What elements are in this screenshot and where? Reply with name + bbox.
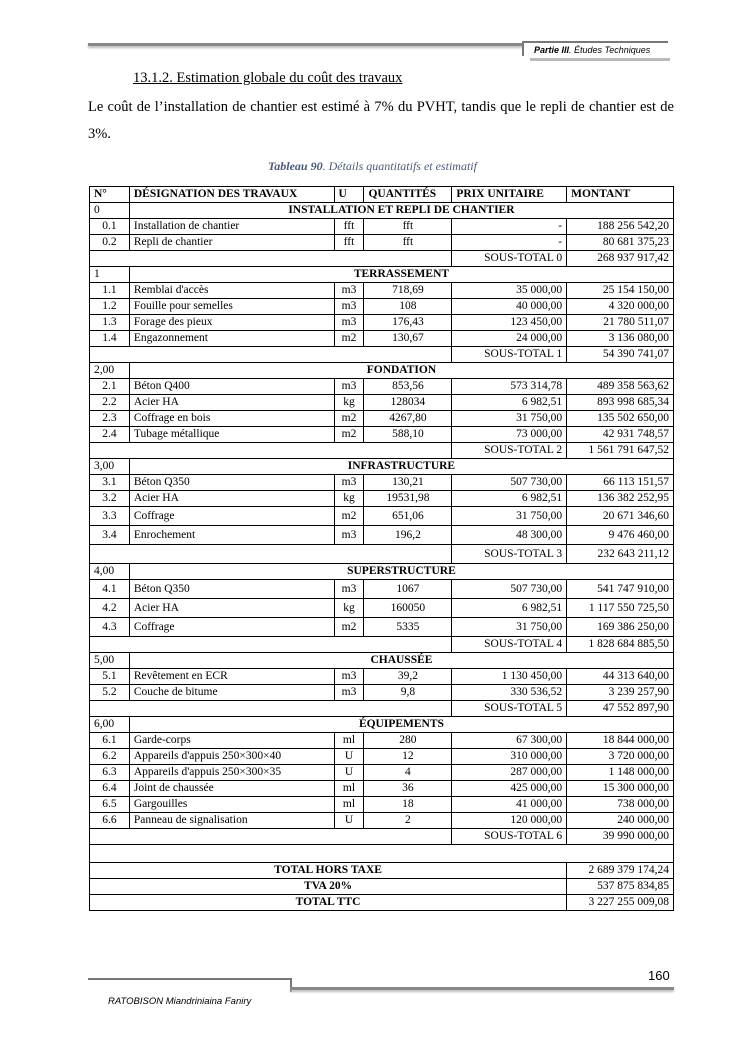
subtotal-spacer — [90, 443, 452, 459]
item-quantity: 12 — [364, 749, 452, 765]
item-number: 6.4 — [90, 781, 130, 797]
item-designation: Appareils d'appuis 250×300×40 — [129, 749, 334, 765]
total-label: TOTAL HORS TAXE — [90, 863, 567, 879]
total-value: 537 875 834,85 — [567, 879, 674, 895]
header-title: . Études Techniques — [569, 45, 651, 55]
item-unit: fft — [334, 219, 364, 235]
group-title: FONDATION — [129, 363, 673, 379]
subtotal-spacer — [90, 829, 452, 845]
item-amount: 25 154 150,00 — [567, 283, 674, 299]
item-designation: Panneau de signalisation — [129, 813, 334, 829]
item-unit-price: 48 300,00 — [452, 526, 567, 545]
item-unit: m2 — [334, 331, 364, 347]
item-designation: Coffrage — [129, 507, 334, 526]
item-amount: 3 239 257,90 — [567, 685, 674, 701]
item-unit: m2 — [334, 507, 364, 526]
item-number: 5.1 — [90, 669, 130, 685]
subtotal-label: SOUS-TOTAL 4 — [452, 637, 567, 653]
table-row — [90, 283, 674, 299]
item-number: 6.5 — [90, 797, 130, 813]
col-header-quantity: QUANTITÉS — [364, 187, 452, 203]
table-caption — [0, 159, 745, 174]
group-title: INFRASTRUCTURE — [129, 459, 673, 475]
subtotal-label: SOUS-TOTAL 3 — [452, 545, 567, 564]
intro-paragraph: Le coût de l’installation de chantier est estimé à 7% du PVHT, tandis que le repli de chantier est de 3%. — [88, 99, 674, 142]
footer-author: RATOBISON Miandriniaina Faniry — [108, 996, 252, 1007]
group-header-row — [90, 459, 674, 475]
item-quantity: 1067 — [364, 580, 452, 599]
blank-row — [90, 845, 674, 863]
item-unit: m3 — [334, 315, 364, 331]
item-unit: ml — [334, 733, 364, 749]
item-quantity: fft — [364, 219, 452, 235]
item-number: 6.6 — [90, 813, 130, 829]
item-unit: fft — [334, 235, 364, 251]
group-header-row — [90, 653, 674, 669]
table-row — [90, 781, 674, 797]
table-row — [90, 331, 674, 347]
total-row — [90, 879, 674, 895]
item-quantity: 196,2 — [364, 526, 452, 545]
subtotal-value: 268 937 917,42 — [567, 251, 674, 267]
item-unit-price: 41 000,00 — [452, 797, 567, 813]
header-rule — [88, 43, 523, 46]
item-unit: m3 — [334, 526, 364, 545]
page-number: 160 — [648, 968, 670, 983]
item-quantity: 2 — [364, 813, 452, 829]
item-amount: 188 256 542,20 — [567, 219, 674, 235]
item-quantity: 718,69 — [364, 283, 452, 299]
group-header-row — [90, 203, 674, 219]
col-header-designation: DÉSIGNATION DES TRAVAUX — [129, 187, 334, 203]
item-amount: 15 300 000,00 — [567, 781, 674, 797]
item-designation: Acier HA — [129, 491, 334, 507]
subtotal-row — [90, 251, 674, 267]
table-row — [90, 507, 674, 526]
item-amount: 169 386 250,00 — [567, 618, 674, 637]
group-number: 4,00 — [90, 564, 130, 580]
item-designation: Béton Q400 — [129, 379, 334, 395]
item-designation: Tubage métallique — [129, 427, 334, 443]
item-unit: m3 — [334, 379, 364, 395]
table-row — [90, 669, 674, 685]
table-row — [90, 395, 674, 411]
item-amount: 1 117 550 725,50 — [567, 599, 674, 618]
group-title: ÉQUIPEMENTS — [129, 717, 673, 733]
item-unit-price: 507 730,00 — [452, 580, 567, 599]
item-amount: 9 476 460,00 — [567, 526, 674, 545]
item-amount: 3 720 000,00 — [567, 749, 674, 765]
subtotal-label: SOUS-TOTAL 1 — [452, 347, 567, 363]
item-quantity: 108 — [364, 299, 452, 315]
item-unit-price: 67 300,00 — [452, 733, 567, 749]
subtotal-spacer — [90, 637, 452, 653]
item-amount: 135 502 650,00 — [567, 411, 674, 427]
item-designation: Garde-corps — [129, 733, 334, 749]
total-label: TVA 20% — [90, 879, 567, 895]
item-designation: Joint de chaussée — [129, 781, 334, 797]
item-quantity: 19531,98 — [364, 491, 452, 507]
group-header-row — [90, 564, 674, 580]
col-header-amount: MONTANT — [567, 187, 674, 203]
item-number: 2.2 — [90, 395, 130, 411]
item-quantity: 280 — [364, 733, 452, 749]
table-row — [90, 491, 674, 507]
item-unit-price: 310 000,00 — [452, 749, 567, 765]
subtotal-label: SOUS-TOTAL 5 — [452, 701, 567, 717]
item-unit: U — [334, 765, 364, 781]
item-unit: kg — [334, 395, 364, 411]
table-row — [90, 599, 674, 618]
subtotal-value: 47 552 897,90 — [567, 701, 674, 717]
item-unit: ml — [334, 797, 364, 813]
item-designation: Revêtement en ECR — [129, 669, 334, 685]
item-quantity: 39,2 — [364, 669, 452, 685]
item-quantity: 36 — [364, 781, 452, 797]
item-designation: Fouille pour semelles — [129, 299, 334, 315]
footer-frame — [88, 978, 292, 992]
item-amount: 738 000,00 — [567, 797, 674, 813]
table-row — [90, 733, 674, 749]
item-unit-price: 123 450,00 — [452, 315, 567, 331]
item-quantity: 128034 — [364, 395, 452, 411]
item-quantity: 588,10 — [364, 427, 452, 443]
item-unit: U — [334, 813, 364, 829]
table-row — [90, 813, 674, 829]
item-unit: m3 — [334, 669, 364, 685]
item-quantity: fft — [364, 235, 452, 251]
item-unit-price: 330 536,52 — [452, 685, 567, 701]
item-quantity: 160050 — [364, 599, 452, 618]
table-row — [90, 475, 674, 491]
item-unit: kg — [334, 599, 364, 618]
subtotal-label: SOUS-TOTAL 6 — [452, 829, 567, 845]
item-quantity: 176,43 — [364, 315, 452, 331]
item-unit-price: 40 000,00 — [452, 299, 567, 315]
table-row — [90, 618, 674, 637]
item-number: 2.4 — [90, 427, 130, 443]
subtotal-row — [90, 545, 674, 564]
item-quantity: 18 — [364, 797, 452, 813]
item-unit-price: - — [452, 235, 567, 251]
table-row — [90, 749, 674, 765]
item-designation: Béton Q350 — [129, 580, 334, 599]
col-header-unit-price: PRIX UNITAIRE — [452, 187, 567, 203]
item-amount: 489 358 563,62 — [567, 379, 674, 395]
item-number: 1.2 — [90, 299, 130, 315]
item-quantity: 4 — [364, 765, 452, 781]
group-number: 1 — [90, 267, 130, 283]
item-number: 1.4 — [90, 331, 130, 347]
item-amount: 18 844 000,00 — [567, 733, 674, 749]
group-number: 0 — [90, 203, 130, 219]
item-quantity: 4267,80 — [364, 411, 452, 427]
item-designation: Acier HA — [129, 599, 334, 618]
subtotal-value: 54 390 741,07 — [567, 347, 674, 363]
group-title: TERRASSEMENT — [129, 267, 673, 283]
item-designation: Couche de bitume — [129, 685, 334, 701]
section-title: 13.1.2. Estimation globale du coût des travaux — [133, 70, 403, 86]
item-number: 3.4 — [90, 526, 130, 545]
item-quantity: 5335 — [364, 618, 452, 637]
estimate-table — [89, 186, 674, 911]
item-unit-price: 35 000,00 — [452, 283, 567, 299]
subtotal-spacer — [90, 347, 452, 363]
item-designation: Forage des pieux — [129, 315, 334, 331]
caption-text: . Détails quantitatifs et estimatif — [322, 159, 477, 173]
total-row — [90, 895, 674, 911]
item-unit: m3 — [334, 299, 364, 315]
item-number: 2.3 — [90, 411, 130, 427]
header-shadow — [530, 58, 670, 61]
item-number: 0.1 — [90, 219, 130, 235]
subtotal-row — [90, 701, 674, 717]
item-designation: Coffrage en bois — [129, 411, 334, 427]
caption-label: Tableau 90 — [268, 159, 323, 173]
item-unit: m2 — [334, 411, 364, 427]
item-designation: Repli de chantier — [129, 235, 334, 251]
item-amount: 44 313 640,00 — [567, 669, 674, 685]
group-number: 5,00 — [90, 653, 130, 669]
group-header-row — [90, 717, 674, 733]
col-header-num: N° — [90, 187, 130, 203]
table-row — [90, 685, 674, 701]
item-number: 2.1 — [90, 379, 130, 395]
table-row — [90, 427, 674, 443]
item-unit-price: 507 730,00 — [452, 475, 567, 491]
item-designation: Béton Q350 — [129, 475, 334, 491]
item-amount: 3 136 080,00 — [567, 331, 674, 347]
item-unit-price: 24 000,00 — [452, 331, 567, 347]
item-unit-price: 6 982,51 — [452, 599, 567, 618]
item-number: 3.1 — [90, 475, 130, 491]
table-row — [90, 219, 674, 235]
item-unit-price: 31 750,00 — [452, 507, 567, 526]
item-amount: 66 113 151,57 — [567, 475, 674, 491]
item-number: 6.3 — [90, 765, 130, 781]
total-row — [90, 863, 674, 879]
item-designation: Installation de chantier — [129, 219, 334, 235]
item-designation: Acier HA — [129, 395, 334, 411]
header-part: Partie III — [534, 45, 570, 55]
subtotal-row — [90, 637, 674, 653]
item-designation: Engazonnement — [129, 331, 334, 347]
item-number: 4.1 — [90, 580, 130, 599]
table-row — [90, 580, 674, 599]
item-quantity: 130,67 — [364, 331, 452, 347]
group-title: CHAUSSÉE — [129, 653, 673, 669]
item-designation: Coffrage — [129, 618, 334, 637]
item-number: 6.2 — [90, 749, 130, 765]
item-amount: 240 000,00 — [567, 813, 674, 829]
table-row — [90, 299, 674, 315]
total-value: 3 227 255 009,08 — [567, 895, 674, 911]
table-row — [90, 411, 674, 427]
table-header-row — [90, 187, 674, 203]
table-row — [90, 235, 674, 251]
col-header-unit: U — [334, 187, 364, 203]
item-unit: m3 — [334, 283, 364, 299]
item-unit-price: 120 000,00 — [452, 813, 567, 829]
table-row — [90, 765, 674, 781]
blank-cell — [90, 845, 674, 863]
table-row — [90, 379, 674, 395]
subtotal-spacer — [90, 701, 452, 717]
item-number: 5.2 — [90, 685, 130, 701]
item-number: 3.3 — [90, 507, 130, 526]
item-unit-price: 31 750,00 — [452, 618, 567, 637]
item-unit-price: 425 000,00 — [452, 781, 567, 797]
subtotal-value: 232 643 211,12 — [567, 545, 674, 564]
item-designation: Remblai d'accès — [129, 283, 334, 299]
group-title: INSTALLATION ET REPLI DE CHANTIER — [129, 203, 673, 219]
item-unit-price: 573 314,78 — [452, 379, 567, 395]
item-amount: 21 780 511,07 — [567, 315, 674, 331]
item-designation: Appareils d'appuis 250×300×35 — [129, 765, 334, 781]
running-header — [522, 41, 668, 56]
item-amount: 1 148 000,00 — [567, 765, 674, 781]
group-number: 2,00 — [90, 363, 130, 379]
group-number: 6,00 — [90, 717, 130, 733]
subtotal-row — [90, 347, 674, 363]
subtotal-spacer — [90, 545, 452, 564]
subtotal-label: SOUS-TOTAL 2 — [452, 443, 567, 459]
item-unit-price: 6 982,51 — [452, 395, 567, 411]
subtotal-label: SOUS-TOTAL 0 — [452, 251, 567, 267]
item-amount: 541 747 910,00 — [567, 580, 674, 599]
item-number: 3.2 — [90, 491, 130, 507]
item-number: 4.3 — [90, 618, 130, 637]
group-header-row — [90, 267, 674, 283]
group-header-row — [90, 363, 674, 379]
item-designation: Enrochement — [129, 526, 334, 545]
item-unit: m3 — [334, 475, 364, 491]
item-amount: 136 382 252,95 — [567, 491, 674, 507]
subtotal-spacer — [90, 251, 452, 267]
item-designation: Gargouilles — [129, 797, 334, 813]
table-row — [90, 315, 674, 331]
item-unit: m2 — [334, 618, 364, 637]
item-unit-price: 6 982,51 — [452, 491, 567, 507]
item-unit: m3 — [334, 685, 364, 701]
item-unit: m3 — [334, 580, 364, 599]
item-number: 0.2 — [90, 235, 130, 251]
subtotal-row — [90, 443, 674, 459]
item-amount: 42 931 748,57 — [567, 427, 674, 443]
subtotal-value: 39 990 000,00 — [567, 829, 674, 845]
subtotal-value: 1 828 684 885,50 — [567, 637, 674, 653]
total-label: TOTAL TTC — [90, 895, 567, 911]
group-number: 3,00 — [90, 459, 130, 475]
item-number: 6.1 — [90, 733, 130, 749]
group-title: SUPERSTRUCTURE — [129, 564, 673, 580]
table-row — [90, 797, 674, 813]
item-unit: ml — [334, 781, 364, 797]
footer-rule — [290, 987, 674, 990]
item-amount: 80 681 375,23 — [567, 235, 674, 251]
item-unit: m2 — [334, 427, 364, 443]
item-quantity: 651,06 — [364, 507, 452, 526]
table-body — [90, 203, 674, 911]
item-unit-price: 31 750,00 — [452, 411, 567, 427]
item-quantity: 130,21 — [364, 475, 452, 491]
item-unit-price: - — [452, 219, 567, 235]
total-value: 2 689 379 174,24 — [567, 863, 674, 879]
item-unit-price: 287 000,00 — [452, 765, 567, 781]
item-unit: kg — [334, 491, 364, 507]
item-unit: U — [334, 749, 364, 765]
subtotal-row — [90, 829, 674, 845]
item-amount: 4 320 000,00 — [567, 299, 674, 315]
item-quantity: 853,56 — [364, 379, 452, 395]
item-number: 1.3 — [90, 315, 130, 331]
subtotal-value: 1 561 791 647,52 — [567, 443, 674, 459]
item-amount: 20 671 346,60 — [567, 507, 674, 526]
item-number: 1.1 — [90, 283, 130, 299]
item-unit-price: 1 130 450,00 — [452, 669, 567, 685]
item-amount: 893 998 685,34 — [567, 395, 674, 411]
table-row — [90, 526, 674, 545]
item-quantity: 9,8 — [364, 685, 452, 701]
item-unit-price: 73 000,00 — [452, 427, 567, 443]
item-number: 4.2 — [90, 599, 130, 618]
